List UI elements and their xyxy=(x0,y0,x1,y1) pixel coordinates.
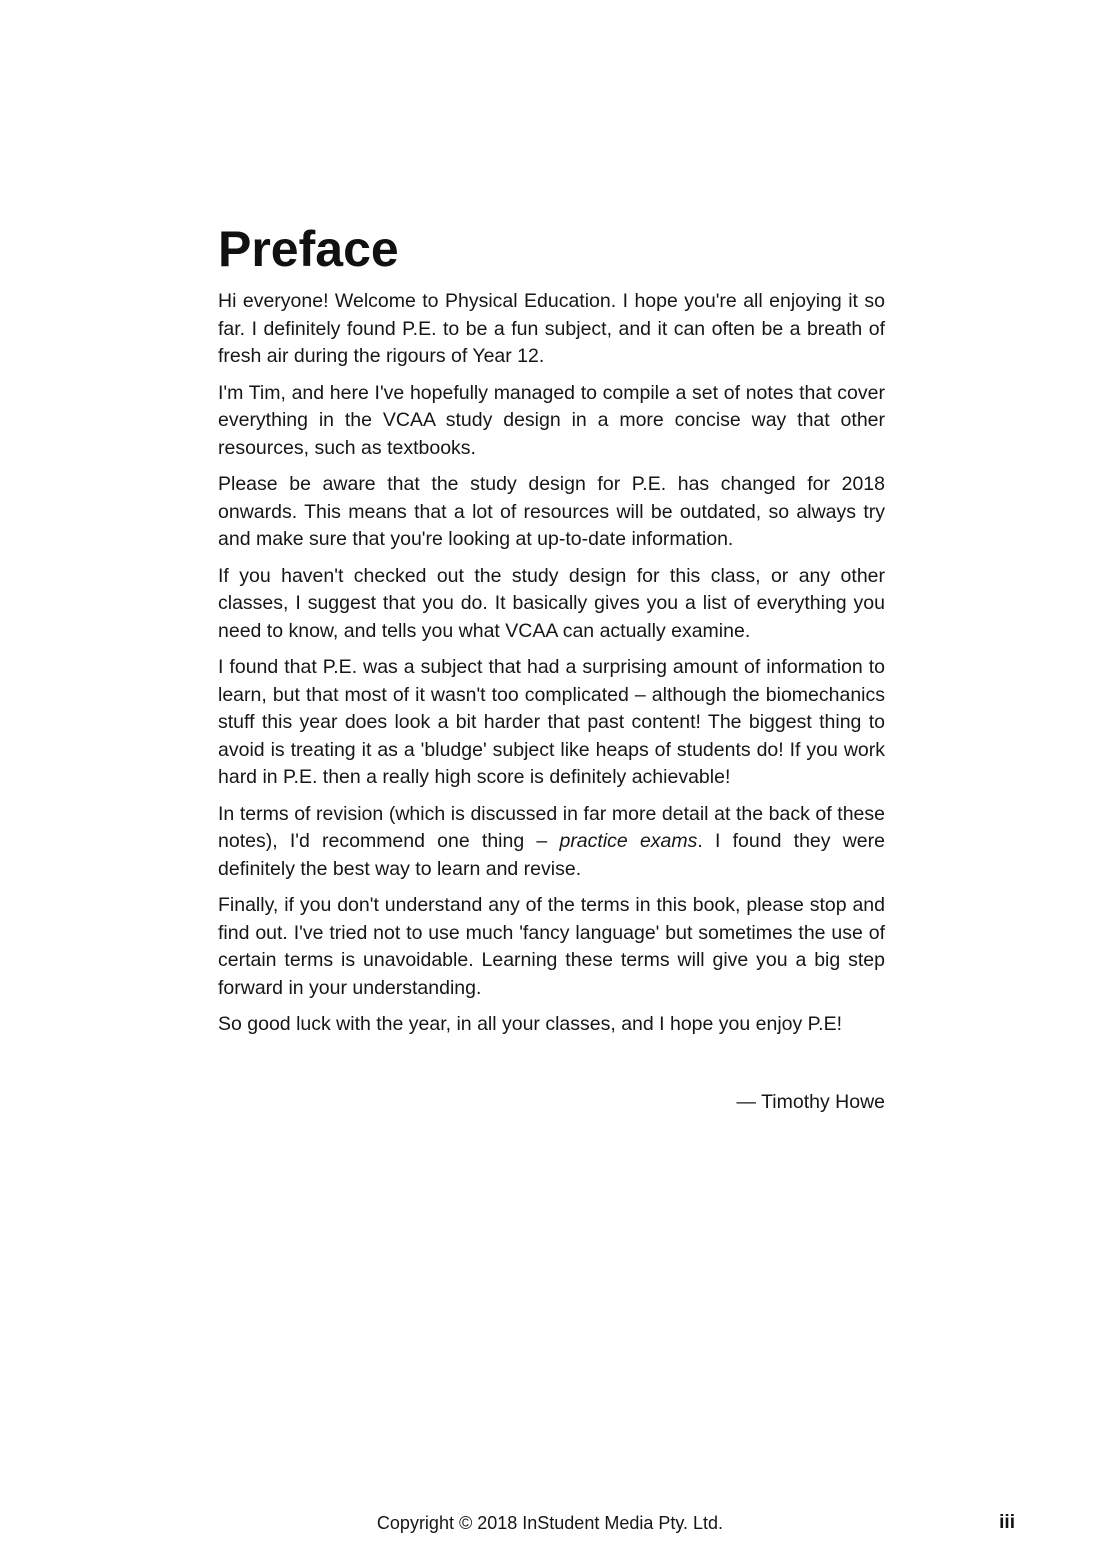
paragraph-good-luck: So good luck with the year, in all your classes, and I hope you enjoy P.E! xyxy=(218,1013,843,1035)
page-number: iii xyxy=(999,1512,1015,1533)
paragraph-author-intro: I'm Tim, and here I've hopefully managed to compile a set of notes that cover everything in the VCAA study design in a more concise way that other resources, such as textbooks. xyxy=(218,381,885,459)
paragraph-check-study-design: If you haven't checked out the study design for this class, or any other classes, I suggest that you do. It basically gives you a list of everything you need to know, and tells you what VCAA can actually examine. xyxy=(218,564,885,642)
copyright-text: Copyright © 2018 InStudent Media Pty. Ltd. xyxy=(376,1513,724,1533)
paragraph-welcome: Hi everyone! Welcome to Physical Education. I hope you're all enjoying it so far. I definitely found P.E. to be a fun subject, and it can often be a breath of fresh air during the rigours of Year 12. xyxy=(218,290,885,367)
paragraph-subject-difficulty: I found that P.E. was a subject that had a surprising amount of information to learn, but that most of it wasn't too complicated – although the biomechanics stuff this year does look a bit harder that past content! The biggest thing to avoid is treating it as a 'bludge' subject like heaps of students do! If you work hard in P.E. then a really high score is definitely achievable! xyxy=(218,656,885,788)
author-signature: — Timothy Howe xyxy=(736,1090,885,1113)
paragraph-revision xyxy=(218,801,885,884)
paragraph-revision-post: . I found they were definitely the best way to learn and revise. xyxy=(218,830,885,880)
preface-content xyxy=(218,222,885,1116)
paragraph-revision-italic: practice exams xyxy=(559,830,698,852)
paragraph-terminology: Finally, if you don't understand any of the terms in this book, please stop and find out. I've tried not to use much 'fancy language' but sometimes the use of certain terms is unavoidable. Learning these terms will give you a big step forward in your understanding. xyxy=(218,894,885,999)
paragraph-study-design-change: Please be aware that the study design for P.E. has changed for 2018 onwards. This means that a lot of resources will be outdated, so always try and make sure that you're looking at up-to-date information. xyxy=(218,473,885,550)
paragraph-revision-pre: In terms of revision (which is discussed in far more detail at the back of these notes), I'd recommend one thing – xyxy=(218,802,885,852)
page-title: Preface xyxy=(218,221,399,277)
